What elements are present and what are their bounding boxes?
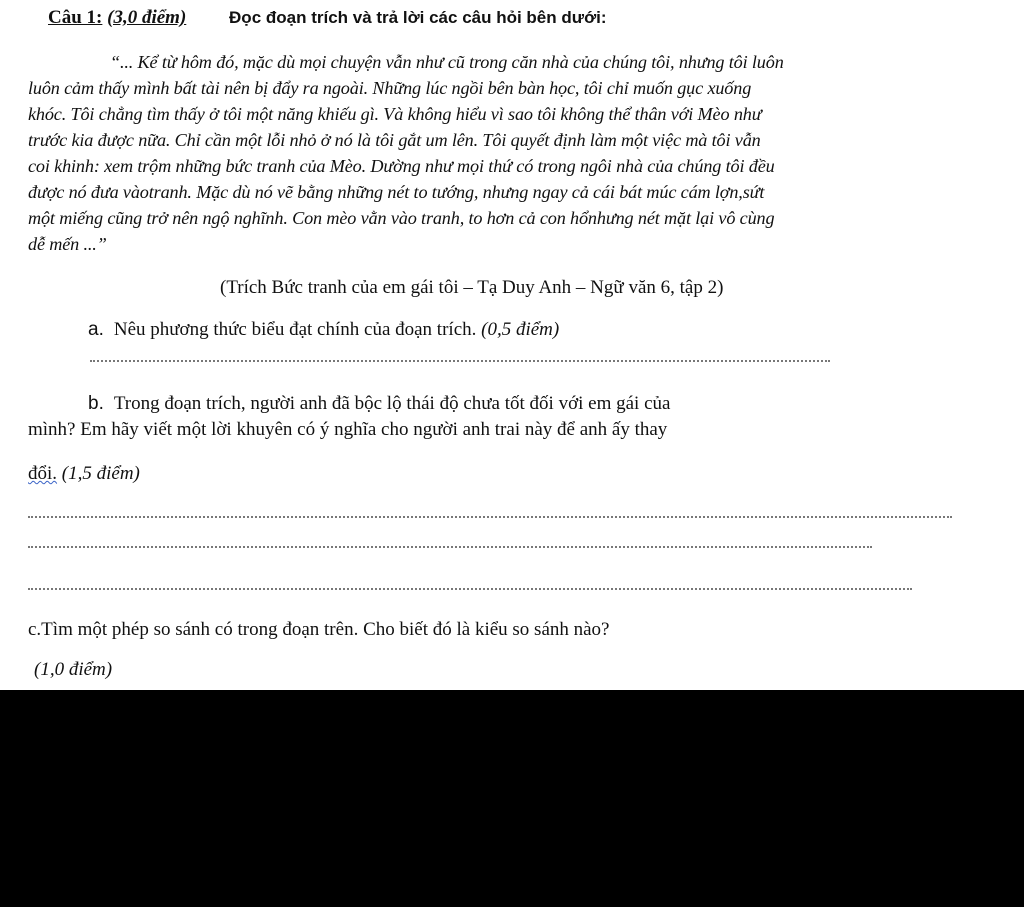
part-b-line-3 [28,462,140,486]
passage-line-2: luôn cảm thấy mình bất tài nên bị đẩy ra ngoài. Những lúc ngồi bên bàn học, tôi chỉ muốn gục xuống [28,78,752,98]
passage-line-4: trước kia được nữa. Chỉ cần một lỗi nhỏ ở nó là tôi gắt um lên. Tôi quyết định làm một việc mà tôi vẫn [28,130,761,150]
part-a-marker: a. [88,319,104,340]
part-c-question: c.Tìm một phép so sánh có trong đoạn trên. Cho biết đó là kiểu so sánh nào? [28,619,610,640]
part-b-line-2: mình? Em hãy viết một lời khuyên có ý nghĩa cho người anh trai này để anh ấy thay [28,419,668,440]
part-b-marker: b. [88,393,104,414]
answer-line-b-3[interactable] [28,588,912,590]
answer-line-b-2[interactable] [28,546,872,548]
passage-line-5: coi khinh: xem trộm những bức tranh của Mèo. Dường như mọi thứ có trong ngôi nhà của chúng tôi đều [28,156,775,176]
part-b-word: đổi. [28,463,58,484]
question-heading [48,6,607,30]
passage-line-6: được nó đưa vàotranh. Mặc dù nó vẽ bằng những nét to tướng, nhưng ngay cả cái bát múc cám lợn,sứt [28,182,765,202]
part-b-points: (1,5 điểm) [61,463,140,484]
part-a-text: Nêu phương thức biểu đạt chính của đoạn trích. [113,319,477,340]
part-b-text-1: Trong đoạn trích, người anh đã bộc lộ thái độ chưa tốt đối với em gái của [113,393,671,414]
passage-line-1: “... Kể từ hôm đó, mặc dù mọi chuyện vẫn như cũ trong căn nhà của chúng tôi, nhưng tôi luôn [110,52,784,72]
part-a-points: (0,5 điểm) [481,319,560,340]
part-a-question [88,318,559,342]
answer-line-a[interactable] [90,360,830,362]
question-number: Câu 1: [48,7,103,28]
passage-line-3: khóc. Tôi chẳng tìm thấy ở tôi một năng khiếu gì. Và không hiểu vì sao tôi không thể thân với Mèo như [28,104,762,124]
part-c-points: (1,0 điểm) [34,659,113,680]
part-b-line-1 [88,392,670,416]
question-points: (3,0 điểm) [107,7,187,28]
answer-line-b-1[interactable] [28,516,952,518]
passage-source: (Trích Bức tranh của em gái tôi – Tạ Duy Anh – Ngữ văn 6, tập 2) [220,277,724,298]
question-instruction: Đọc đoạn trích và trả lời các câu hỏi bên dưới: [229,8,607,27]
passage-line-7: một miếng cũng trở nên ngộ nghĩnh. Con mèo vằn vào tranh, to hơn cả con hổnhưng nét mặt lại vô cùng [28,208,775,228]
passage-line-8: dễ mến ...” [28,234,107,254]
